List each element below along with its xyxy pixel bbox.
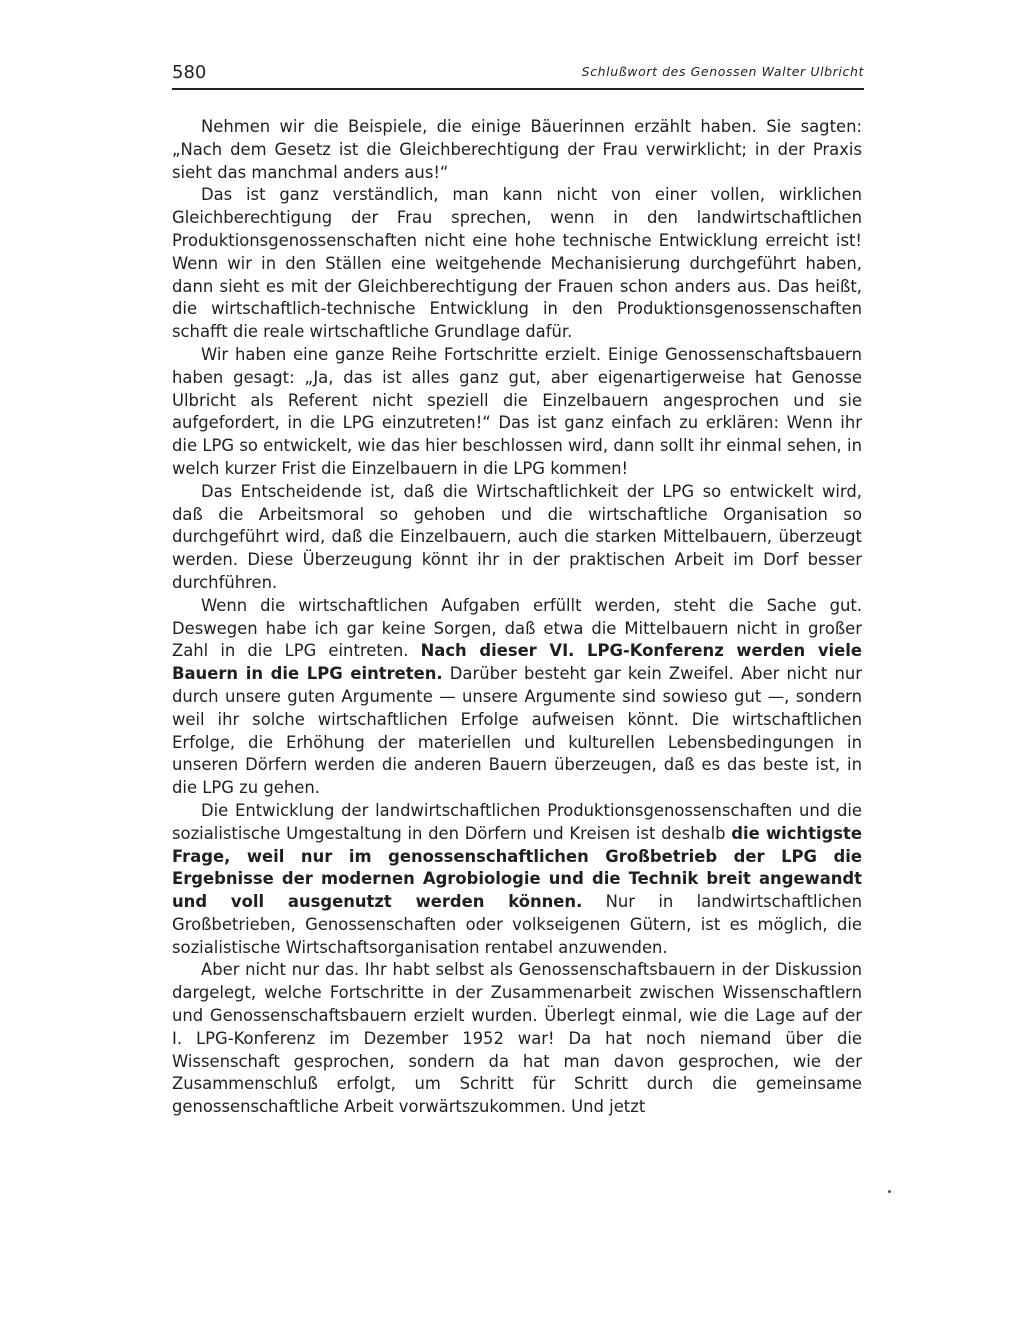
- paragraph-5-text-after: Darüber besteht gar kein Zweifel. Aber nicht nur durch unsere guten Argumente — unsere Argumente sind sowieso gut —, sondern weil ihr solche wirtschaftlichen Erfolge aufweisen könnt. Die wirtschaftlichen Erfolge, die Erhöhung der materiellen und kulturellen Lebensbedingungen in unseren Dörfern werden die anderen Bauern überzeugen, daß es das beste ist, in die LPG zu gehen.: [172, 664, 862, 798]
- paragraph-4: Das Entscheidende ist, daß die Wirtschaftlichkeit der LPG so entwickelt wird, daß die Arbeitsmoral so gehoben und die wirtschaftliche Organisation so durchgeführt wird, daß die Einzelbauern, auch die starken Mittelbauern, überzeugt werden. Diese Überzeugung könnt ihr in der praktischen Arbeit im Dorf besser durchführen.: [172, 481, 862, 592]
- page-header: [172, 58, 864, 90]
- paragraph-6-text-after: Nur in landwirtschaftlichen Großbetrieben, Genossenschaften oder volkseigenen Gütern, ist es möglich, die sozialistische Wirtschaftsorganisation rentabel anzuwenden.: [172, 892, 862, 957]
- print-speck: [888, 1190, 891, 1193]
- paragraph-6: [172, 800, 862, 960]
- paragraph-2: Das ist ganz verständlich, man kann nicht von einer vollen, wirklichen Gleichberechtigung der Frau sprechen, wenn in den landwirtschaftlichen Produktionsgenossenschaften nicht eine hohe technische Entwicklung erreicht ist! Wenn wir in den Ställen eine weitgehende Mechanisierung durchgeführt haben, dann sieht es mit der Gleichberechtigung der Frauen schon anders aus. Das heißt, die wirtschaftlich-technische Entwicklung in den Produktionsgenossenschaften schafft die reale wirtschaftliche Grundlage dafür.: [172, 185, 862, 342]
- paragraph-6-bold: die wichtigste Frage, weil nur im genossenschaftlichen Großbetrieb der LPG die Ergebnisse der modernen Agrobiologie und die Technik breit angewandt und voll ausgenutzt werden können.: [172, 823, 862, 912]
- paragraph-3: Wir haben eine ganze Reihe Fortschritte erzielt. Einige Genossenschaftsbauern haben gesagt: „Ja, das ist alles ganz gut, aber eigenartigerweise hat Genosse Ulbricht als Referent nicht speziell die Einzelbauern angesprochen und sie aufgefordert, in die LPG einzutreten!“ Das ist ganz einfach zu erklären: Wenn ihr die LPG so entwickelt, wie das hier beschlossen wird, dann sollt ihr einmal sehen, in welch kurzer Frist die Einzelbauern in die LPG kommen!: [172, 344, 862, 478]
- paragraph-5: [172, 595, 862, 800]
- paragraph-5-text-before: Wenn die wirtschaftlichen Aufgaben erfüllt werden, steht die Sache gut. Deswegen habe ich gar keine Sorgen, daß etwa die Mittelbauern nicht in großer Zahl in die LPG eintreten.: [172, 595, 862, 661]
- running-title: Schlußwort des Genossen Walter Ulbricht: [581, 64, 864, 79]
- paragraph-1: Nehmen wir die Beispiele, die einige Bäuerinnen erzählt haben. Sie sagten: „Nach dem Gesetz ist die Gleichberechtigung der Frau verwirklicht; in der Praxis sieht das manchmal anders aus!“: [172, 117, 862, 182]
- paragraph-6-text-before: Die Entwicklung der landwirtschaftlichen Produktionsgenossenschaften und die sozialistische Umgestaltung in den Dörfern und Kreisen ist deshalb: [172, 800, 862, 843]
- paragraph-5-bold: Nach dieser VI. LPG-Konferenz werden viele Bauern in die LPG eintreten.: [172, 641, 862, 684]
- body-text: [172, 116, 862, 1119]
- page-number: 580: [172, 62, 207, 83]
- paragraph-7: Aber nicht nur das. Ihr habt selbst als Genossenschaftsbauern in der Diskussion dargelegt, welche Fortschritte in der Zusammenarbeit zwischen Wissenschaftlern und Genossenschaftsbauern erzielt wurden. Überlegt einmal, wie die Lage auf der I. LPG-Konferenz im Dezember 1952 war! Da hat noch niemand über die Wissenschaft gesprochen, sondern da hat man davon gesprochen, wie der Zusammenschluß erfolgt, um Schritt für Schritt durch die gemeinsame genossenschaftliche Arbeit vorwärtszukommen. Und jetzt: [172, 960, 862, 1117]
